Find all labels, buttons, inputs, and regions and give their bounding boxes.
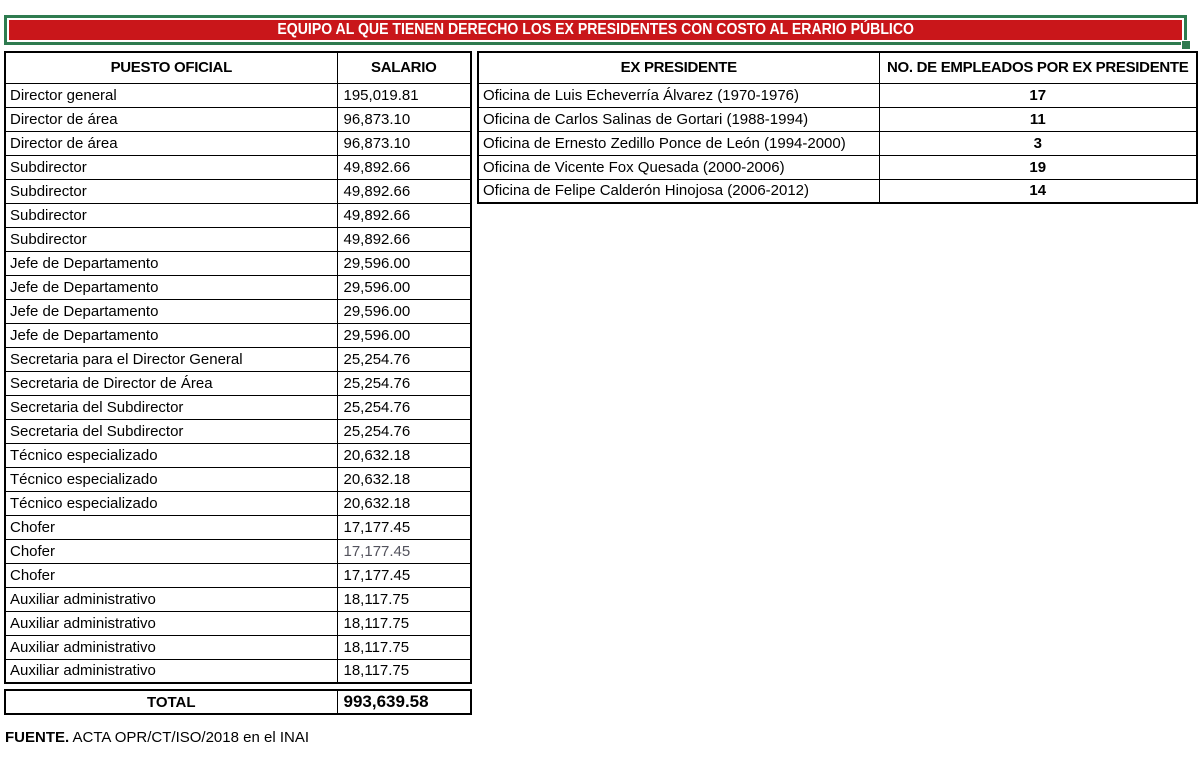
puesto-cell: Subdirector: [5, 203, 337, 227]
source-text: ACTA OPR/CT/ISO/2018 en el INAI: [69, 729, 309, 746]
salary-cell: 96,873.10: [337, 107, 471, 131]
president-row: [478, 107, 1197, 131]
salary-cell: 18,117.75: [337, 635, 471, 659]
header-salario: SALARIO: [337, 52, 471, 83]
salary-row: [5, 275, 471, 299]
puesto-cell: Director general: [5, 83, 337, 107]
puesto-cell: Jefe de Departamento: [5, 251, 337, 275]
salary-cell: 25,254.76: [337, 371, 471, 395]
salary-row: [5, 251, 471, 275]
salary-row: [5, 155, 471, 179]
puesto-cell: Chofer: [5, 539, 337, 563]
employees-cell: 14: [879, 179, 1197, 203]
salary-row: [5, 227, 471, 251]
salary-cell: 49,892.66: [337, 155, 471, 179]
puesto-cell: Subdirector: [5, 155, 337, 179]
salary-cell: 29,596.00: [337, 275, 471, 299]
office-cell: Oficina de Luis Echeverría Álvarez (1970-1976): [478, 83, 879, 107]
total-value: 993,639.58: [337, 690, 471, 714]
puesto-cell: Jefe de Departamento: [5, 275, 337, 299]
salary-cell: 17,177.45: [337, 563, 471, 587]
salary-cell: 18,117.75: [337, 659, 471, 683]
president-row: [478, 83, 1197, 107]
salary-cell: 49,892.66: [337, 179, 471, 203]
office-cell: Oficina de Ernesto Zedillo Ponce de León (1994-2000): [478, 131, 879, 155]
puesto-cell: Chofer: [5, 515, 337, 539]
salary-cell: 96,873.10: [337, 131, 471, 155]
salary-row: [5, 299, 471, 323]
salary-table: [4, 51, 472, 684]
salary-row: [5, 659, 471, 683]
salary-cell: 25,254.76: [337, 347, 471, 371]
salary-row: [5, 395, 471, 419]
president-row: [478, 179, 1197, 203]
salary-cell: 20,632.18: [337, 467, 471, 491]
salary-row: [5, 611, 471, 635]
puesto-cell: Secretaria del Subdirector: [5, 395, 337, 419]
salary-row: [5, 563, 471, 587]
office-cell: Oficina de Felipe Calderón Hinojosa (2006-2012): [478, 179, 879, 203]
salary-cell: 29,596.00: [337, 251, 471, 275]
salary-row: [5, 83, 471, 107]
office-cell: Oficina de Carlos Salinas de Gortari (1988-1994): [478, 107, 879, 131]
header-num-empleados: NO. DE EMPLEADOS POR EX PRESIDENTE: [879, 52, 1197, 83]
source-note: [5, 729, 309, 746]
page-title-bar: [4, 15, 1187, 45]
salary-cell: 18,117.75: [337, 611, 471, 635]
puesto-cell: Subdirector: [5, 227, 337, 251]
salary-row: [5, 491, 471, 515]
salary-row: [5, 419, 471, 443]
puesto-cell: Auxiliar administrativo: [5, 635, 337, 659]
puesto-cell: Director de área: [5, 131, 337, 155]
presidents-table: [477, 51, 1198, 204]
salary-cell: 17,177.45: [337, 515, 471, 539]
salary-row: [5, 539, 471, 563]
puesto-cell: Técnico especializado: [5, 491, 337, 515]
puesto-cell: Subdirector: [5, 179, 337, 203]
employees-cell: 17: [879, 83, 1197, 107]
salary-cell: 49,892.66: [337, 203, 471, 227]
puesto-cell: Jefe de Departamento: [5, 299, 337, 323]
puesto-cell: Auxiliar administrativo: [5, 659, 337, 683]
salary-cell: 49,892.66: [337, 227, 471, 251]
salary-header-row: [5, 52, 471, 83]
salary-cell: 29,596.00: [337, 299, 471, 323]
puesto-cell: Chofer: [5, 563, 337, 587]
salary-row: [5, 443, 471, 467]
page-title: EQUIPO AL QUE TIENEN DERECHO LOS EX PRESIDENTES CON COSTO AL ERARIO PÚBLICO: [277, 21, 914, 38]
header-puesto-oficial: PUESTO OFICIAL: [5, 52, 337, 83]
puesto-cell: Técnico especializado: [5, 443, 337, 467]
salary-cell: 20,632.18: [337, 491, 471, 515]
header-ex-presidente: EX PRESIDENTE: [478, 52, 879, 83]
total-row: [4, 689, 472, 715]
salary-row: [5, 179, 471, 203]
total-label: TOTAL: [5, 690, 337, 714]
salary-row: [5, 467, 471, 491]
source-label: FUENTE.: [5, 729, 70, 746]
salary-row: [5, 587, 471, 611]
salary-row: [5, 107, 471, 131]
salary-cell: 17,177.45: [337, 539, 471, 563]
salary-row: [5, 347, 471, 371]
employees-cell: 19: [879, 155, 1197, 179]
salary-cell: 20,632.18: [337, 443, 471, 467]
salary-cell: 25,254.76: [337, 395, 471, 419]
employees-cell: 11: [879, 107, 1197, 131]
salary-row: [5, 323, 471, 347]
president-row: [478, 131, 1197, 155]
salary-row: [5, 203, 471, 227]
salary-row: [5, 371, 471, 395]
salary-cell: 195,019.81: [337, 83, 471, 107]
salary-cell: 29,596.00: [337, 323, 471, 347]
puesto-cell: Auxiliar administrativo: [5, 611, 337, 635]
president-row: [478, 155, 1197, 179]
fill-handle: [1182, 41, 1190, 49]
puesto-cell: Director de área: [5, 107, 337, 131]
office-cell: Oficina de Vicente Fox Quesada (2000-2006): [478, 155, 879, 179]
puesto-cell: Secretaria del Subdirector: [5, 419, 337, 443]
puesto-cell: Secretaria para el Director General: [5, 347, 337, 371]
presidents-header-row: [478, 52, 1197, 83]
salary-row: [5, 515, 471, 539]
puesto-cell: Secretaria de Director de Área: [5, 371, 337, 395]
salary-cell: 18,117.75: [337, 587, 471, 611]
puesto-cell: Auxiliar administrativo: [5, 587, 337, 611]
salary-row: [5, 635, 471, 659]
title-red-fill: [9, 20, 1182, 40]
puesto-cell: Jefe de Departamento: [5, 323, 337, 347]
employees-cell: 3: [879, 131, 1197, 155]
salary-row: [5, 131, 471, 155]
puesto-cell: Técnico especializado: [5, 467, 337, 491]
salary-cell: 25,254.76: [337, 419, 471, 443]
